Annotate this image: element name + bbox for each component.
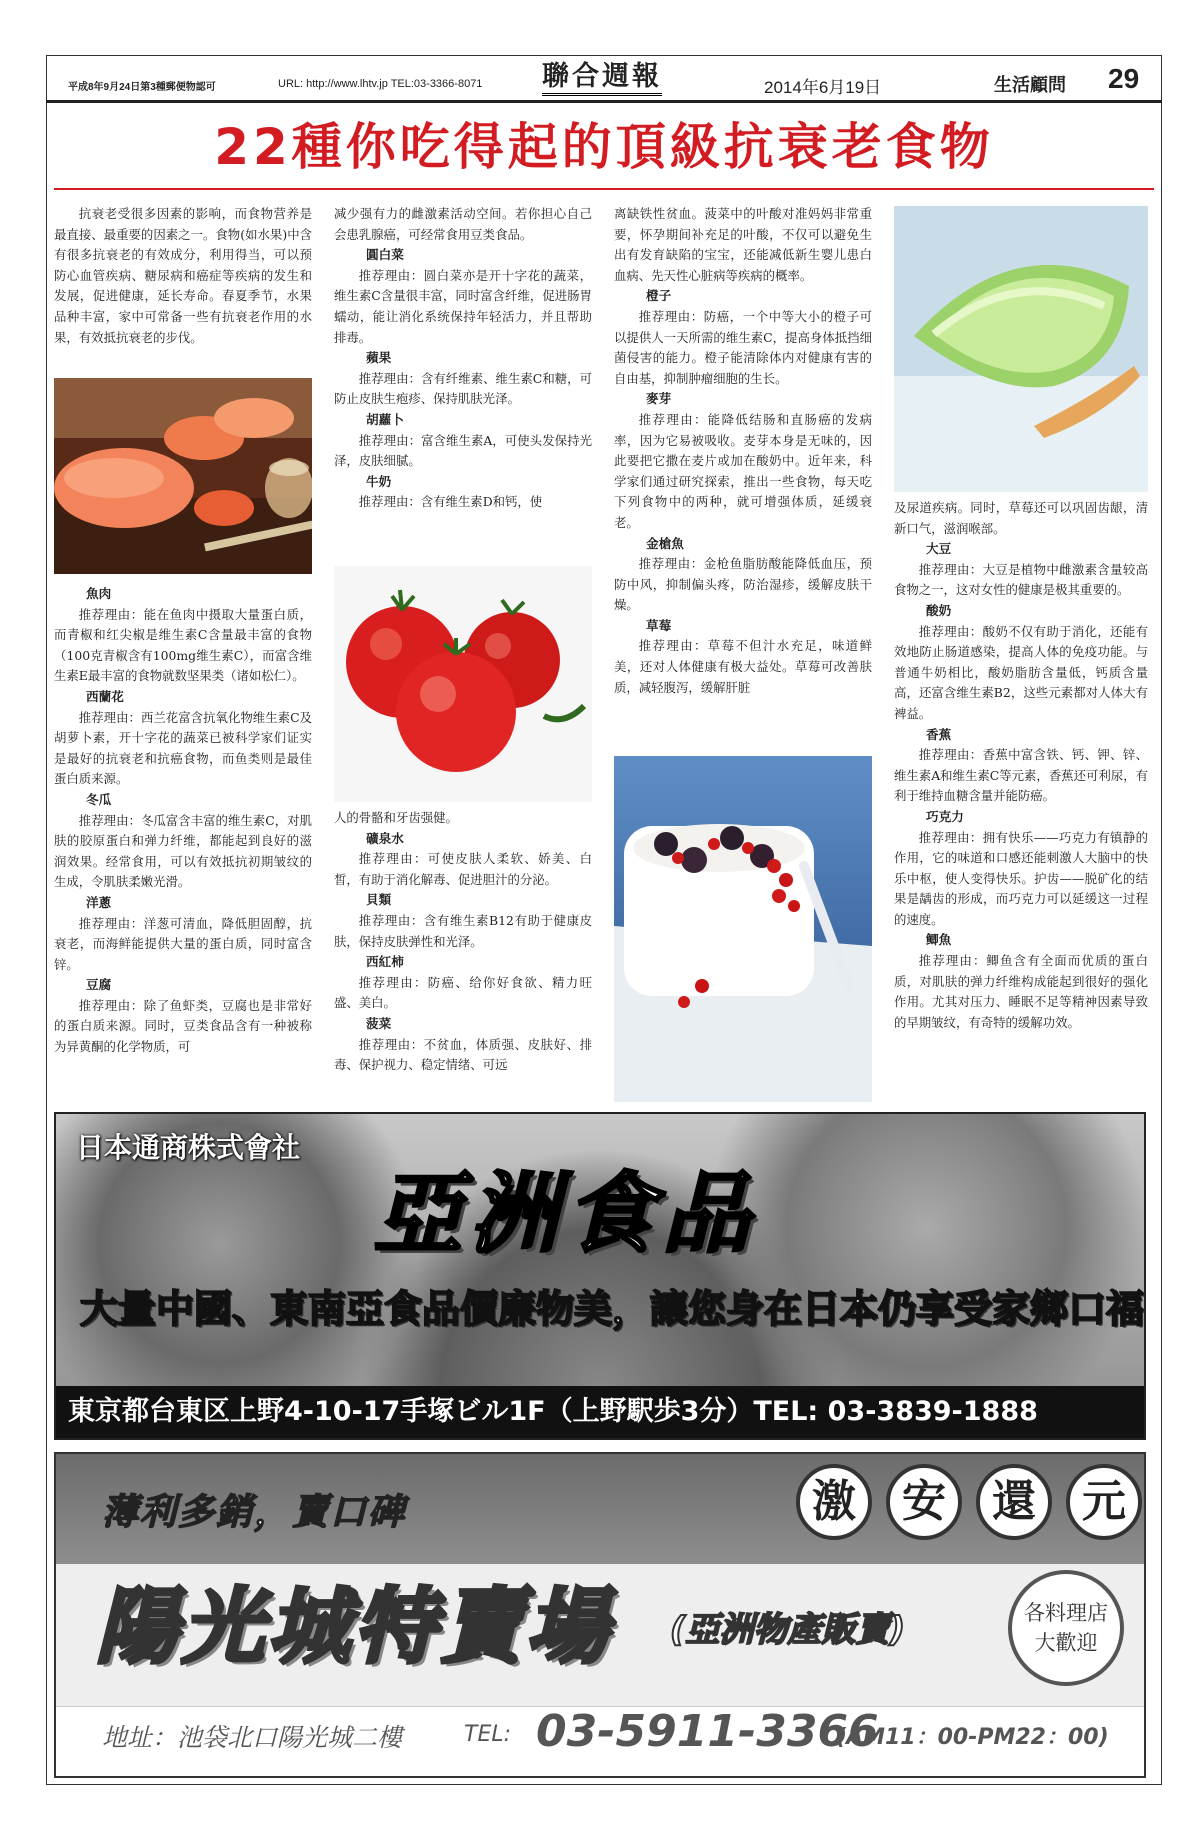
asia-food-advertisement bbox=[54, 1112, 1146, 1440]
column-2-bottom bbox=[334, 808, 592, 1108]
heading-strawberry: 草莓 bbox=[646, 617, 672, 633]
heading-winter-melon: 冬瓜 bbox=[86, 791, 112, 807]
sashimi-photo bbox=[54, 378, 312, 574]
text-strawberry-continued: 及尿道疾病。同时，草莓还可以巩固齿龈，清新口气，滋润喉部。 bbox=[894, 500, 1148, 536]
tomato-illustration bbox=[334, 566, 592, 802]
heading-broccoli: 西蘭花 bbox=[86, 688, 124, 704]
column-4-bottom bbox=[894, 498, 1148, 1110]
text-wheat-germ: 推荐理由：能降低结肠和直肠癌的发病率，因为它易被吸收。麦芽本身是无味的，因此要把它撒在麦片或加在酸奶中。近年来，科学家们通过研究探索，推出一些食物，每天吃下列食物中的两种，就可增强体质，延缓衰老。 bbox=[614, 411, 872, 530]
column-2-top bbox=[334, 204, 592, 562]
text-banana: 推荐理由：香蕉中富含铁、钙、钾、锌、维生素A和维生素C等元素，香蕉还可利尿，有利于维持血糖含量并能防癌。 bbox=[894, 747, 1148, 804]
text-winter-melon: 推荐理由：冬瓜富含丰富的维生素C，对肌肤的胶原蛋白和弹力纤维，都能起到良好的滋润效果。经常食用，可以有效抵抗初期皱纹的生成，令肌肤柔嫩光滑。 bbox=[54, 812, 312, 890]
ad2-welcome-line1: 各料理店 bbox=[1024, 1601, 1108, 1625]
text-onion: 推荐理由：洋葱可清血，降低胆固醇，抗衰老，而海鲜能提供大量的蛋白质，同时富含锌。 bbox=[54, 915, 312, 972]
text-carrot: 推荐理由：富含维生素A，可使头发保持光泽，皮肤细腻。 bbox=[334, 432, 592, 469]
text-crucian-carp: 推荐理由：鲫鱼含有全面而优质的蛋白质，对肌肤的弹力纤维构成能起到很好的强化作用。尤其对压力、睡眠不足等精神因素导致的早期皱纹，有奇特的缓解功效。 bbox=[894, 953, 1148, 1030]
heading-crucian-carp: 鲫魚 bbox=[926, 932, 952, 948]
ad2-store-subtitle: (亞洲物產販賣) bbox=[670, 1610, 906, 1650]
heading-fish: 魚肉 bbox=[86, 586, 112, 601]
section-name: 生活顧問 bbox=[994, 75, 1066, 96]
text-tomato: 推荐理由：防癌、给你好食欲、精力旺盛、美白。 bbox=[334, 974, 592, 1011]
text-mineral-water: 推荐理由：可使皮肤人柔软、娇美、白皙，有助于消化解毒、促进胆汁的分泌。 bbox=[334, 851, 592, 887]
text-milk-continued: 人的骨骼和牙齿强健。 bbox=[334, 810, 458, 825]
ad2-welcome-line2: 大歡迎 bbox=[1034, 1631, 1098, 1655]
masthead bbox=[46, 55, 1162, 103]
text-broccoli: 推荐理由：西兰花富含抗氧化物维生素C及胡萝卜素，开十字花的蔬菜已被科学家们证实是最好的抗衰老和抗癌食物，而鱼类则是最佳蛋白质来源。 bbox=[54, 709, 312, 787]
text-apple: 推荐理由：含有纤维素、维生素C和糖，可防止皮肤生疱疹、保持肌肤光泽。 bbox=[334, 370, 592, 407]
ad2-welcome-badge bbox=[1008, 1570, 1124, 1686]
text-spinach-continued: 离缺铁性贫血。菠菜中的叶酸对准妈妈非常重要，怀孕期间补充足的叶酸，不仅可以避免生出有发育缺陷的宝宝，还能减低新生婴儿患白血病、先天性心脏病等疾病的概率。 bbox=[614, 206, 872, 283]
ad2-tel-number: 03-5911-3366 bbox=[536, 1706, 879, 1757]
ad2-badge: 安 bbox=[886, 1464, 962, 1540]
postal-permit: 平成8年9月24日第3種郵便物認可 bbox=[68, 82, 216, 93]
yogurt-berries-photo bbox=[614, 756, 872, 1102]
heading-tofu: 豆腐 bbox=[86, 977, 112, 993]
ad1-slogan: 大量中國、東南亞食品價廉物美，讓您身在日本仍享受家鄉口福 bbox=[80, 1287, 1145, 1331]
ad1-company-name: 日本通商株式會社 bbox=[76, 1131, 301, 1164]
sunshine-city-advertisement bbox=[54, 1452, 1146, 1778]
melon-illustration bbox=[894, 206, 1148, 492]
ad2-store-name: 陽光城特賣場 bbox=[96, 1580, 612, 1675]
text-strawberry: 推荐理由：草莓不但汁水充足，味道鲜美，还对人体健康有极大益处。草莓可改善肤质，减轻腹泻，缓解肝脏 bbox=[614, 638, 872, 695]
column-3-top bbox=[614, 204, 872, 750]
heading-wheat-germ: 麥芽 bbox=[646, 391, 672, 407]
heading-mineral-water: 礦泉水 bbox=[366, 830, 404, 846]
heading-yogurt: 酸奶 bbox=[926, 602, 952, 618]
text-orange: 推荐理由：防癌，一个中等大小的橙子可以提供人一天所需的维生素C，提高身体抵挡细菌侵害的能力。橙子能清除体内对健康有害的自由基，抑制肿瘤细胞的生长。 bbox=[614, 308, 872, 386]
ad2-badge: 還 bbox=[976, 1464, 1052, 1540]
heading-onion: 洋蔥 bbox=[86, 894, 112, 910]
heading-carrot: 胡蘿卜 bbox=[366, 411, 404, 427]
ad2-address: 地址：池袋北口陽光城二樓 bbox=[102, 1723, 403, 1752]
text-fish: 推荐理由：能在鱼肉中摄取大量蛋白质，而青椒和红尖椒是维生素C含量最丰富的食物（100克青椒含有100mg维生素C），而富含维生素E最丰富的食物就数坚果类（诸如松仁）。 bbox=[54, 606, 312, 684]
intro-paragraph: 抗衰老受很多因素的影响，而食物营养是最直接、最重要的因素之一。食物(如水果)中含有很多抗衰老的有效成分，利用得当，可以预防心血管疾病、糖尿病和癌症等疾病的发生和发展，促进健康，延长寿命。春夏季节，水果品种丰富，家中可常备一些有抗衰老作用的水果，有效抵抗衰老的步伐。 bbox=[54, 206, 312, 345]
heading-soybean: 大豆 bbox=[926, 541, 952, 557]
ad1-address-bar: 東京都台東区上野4-10-17手塚ビル1F（上野駅歩3分）TEL: 03-3839-1888 bbox=[56, 1386, 1144, 1438]
heading-tuna: 金槍魚 bbox=[646, 535, 684, 551]
text-cabbage: 推荐理由：圆白菜亦是开十字花的蔬菜，维生素C含量很丰富，同时富含纤维，促进肠胃蠕动，能让消化系统保持年轻活力，并且帮助排毒。 bbox=[334, 267, 592, 345]
heading-apple: 蘋果 bbox=[366, 350, 392, 366]
ad2-hours: (AM11：00-PM22：00) bbox=[836, 1725, 1109, 1750]
column-1-top bbox=[54, 204, 312, 384]
text-shellfish: 推荐理由：含有维生素B12有助于健康皮肤，保持皮肤弹性和光泽。 bbox=[334, 912, 592, 949]
ad2-badge: 激 bbox=[796, 1464, 872, 1540]
tomato-photo bbox=[334, 566, 592, 802]
paper-logo: 聯合週報 bbox=[542, 61, 662, 96]
yogurt-illustration bbox=[614, 756, 872, 1102]
heading-milk: 牛奶 bbox=[366, 473, 392, 489]
ad2-tel-label: TEL: bbox=[464, 1722, 512, 1747]
heading-spinach: 菠菜 bbox=[366, 1015, 392, 1031]
text-milk: 推荐理由：含有维生素D和钙，使 bbox=[358, 494, 543, 510]
heading-banana: 香蕉 bbox=[926, 726, 952, 742]
heading-chocolate: 巧克力 bbox=[926, 808, 964, 824]
url-and-tel: URL: http://www.lhtv.jp TEL:03-3366-8071 bbox=[278, 78, 483, 90]
text-tofu-continued: 减少强有力的雌激素活动空间。若你担心自己会患乳腺癌，可经常食用豆类食品。 bbox=[334, 206, 592, 242]
text-yogurt: 推荐理由：酸奶不仅有助于消化，还能有效地防止肠道感染，提高人体的免疫功能。与普通牛奶相比，酸奶脂肪含量低，钙质含量高，还富含维生素B2，这些元素都对人体大有裨益。 bbox=[894, 623, 1148, 721]
page-number: 29 bbox=[1108, 63, 1140, 94]
headline-rule bbox=[54, 188, 1154, 190]
text-soybean: 推荐理由：大豆是植物中雌激素含量较高食物之一，这对女性的健康是极其重要的。 bbox=[894, 561, 1148, 598]
sashimi-illustration bbox=[54, 378, 312, 574]
ad2-tagline: 薄利多銷，賣口碑 bbox=[102, 1492, 407, 1533]
text-tuna: 推荐理由：金枪鱼脂肪酸能降低血压，预防中风，抑制偏头疼，防治湿疹，缓解皮肤干燥。 bbox=[614, 556, 872, 613]
issue-date: 2014年6月19日 bbox=[764, 78, 882, 97]
cantaloupe-photo bbox=[894, 206, 1148, 492]
text-chocolate: 推荐理由：拥有快乐——巧克力有镇静的作用，它的味道和口感还能刺激人大脑中的快乐中枢，使人变得快乐。护齿——脱矿化的结果是龋齿的形成，而巧克力可以延缓这一过程的速度。 bbox=[894, 829, 1148, 927]
text-spinach: 推荐理由：不贫血，体质强、皮肤好、排毒、保护视力、稳定情绪、可远 bbox=[334, 1036, 592, 1073]
heading-tomato: 西紅柿 bbox=[366, 954, 404, 970]
headline: 22種你吃得起的頂級抗衰老食物 bbox=[214, 118, 994, 176]
ad2-badges bbox=[796, 1464, 1142, 1540]
heading-shellfish: 貝類 bbox=[366, 892, 392, 908]
ad1-title: 亞洲食品 bbox=[374, 1162, 759, 1265]
text-tofu: 推荐理由：除了鱼虾类，豆腐也是非常好的蛋白质来源。同时，豆类食品含有一种被称为异黄酮的化学物质，可 bbox=[54, 997, 312, 1055]
heading-cabbage: 圓白菜 bbox=[366, 247, 404, 263]
column-1-bottom bbox=[54, 584, 312, 1108]
ad2-badge: 元 bbox=[1066, 1464, 1142, 1540]
heading-orange: 橙子 bbox=[646, 288, 672, 304]
